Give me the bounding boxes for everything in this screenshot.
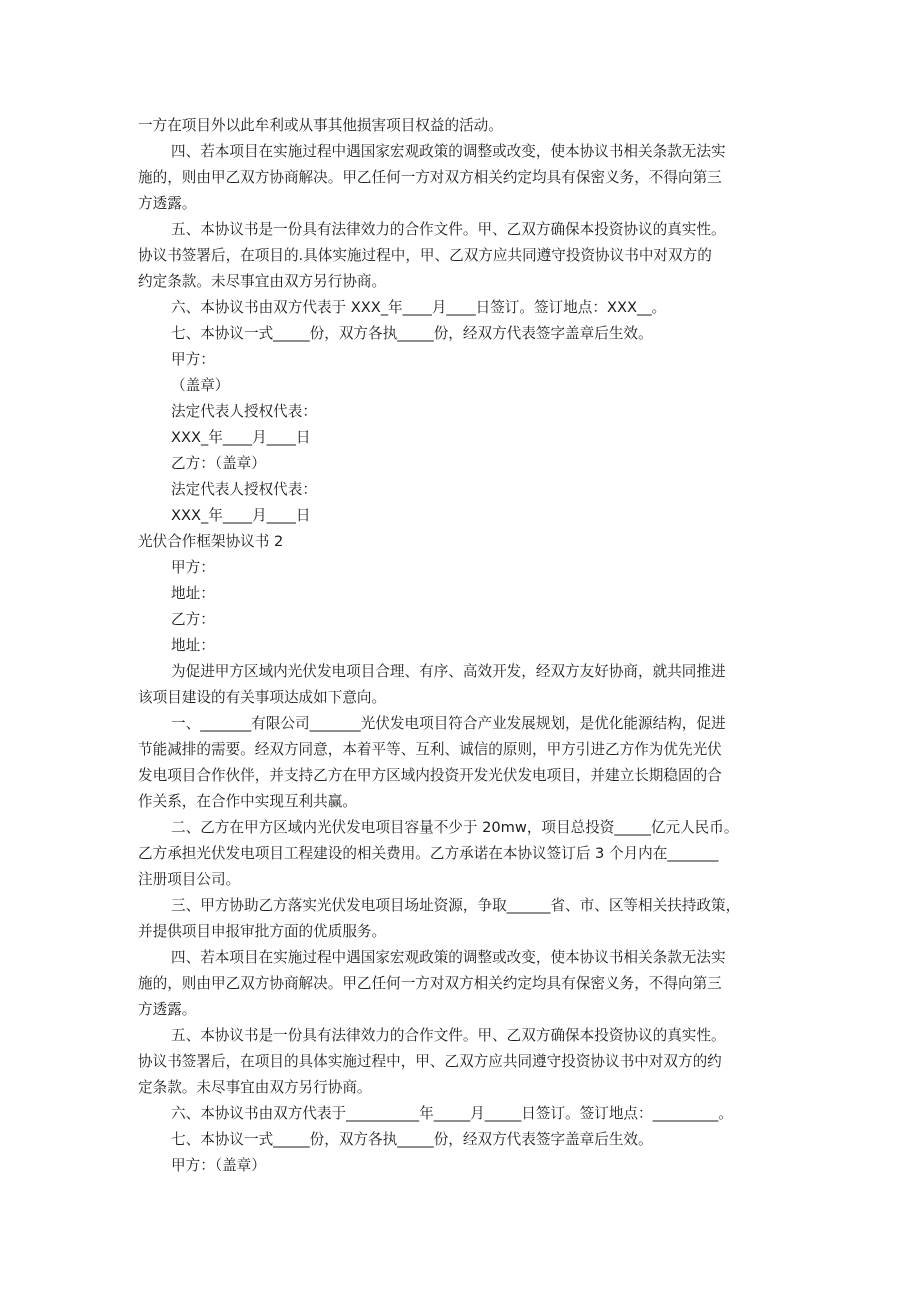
paragraph-line: 一方在项目外以此牟利或从事其他损害项目权益的活动。 — [138, 117, 503, 134]
paragraph-line: 五、本协议书是一份具有法律效力的合作文件。甲、乙双方确保本投资协议的真实性。 — [171, 1027, 726, 1044]
paragraph-line: 节能减排的需要。经双方同意，本着平等、互利、诚信的原则，甲方引进乙方作为优先光伏 — [138, 741, 722, 758]
paragraph-line: 二、乙方在甲方区域内光伏发电项目容量不少于 20mw，项目总投资_____亿元人民币。 — [171, 819, 739, 836]
paragraph-line: 六、本协议书由双方代表于 XXX_年____月____日签订。签订地点：XXX__。 — [171, 299, 667, 316]
paragraph-line: 该项目建设的有关事项达成如下意向。 — [138, 689, 387, 706]
paragraph-line: 地址： — [171, 585, 215, 602]
paragraph-line: 乙方承担光伏发电项目工程建设的相关费用。乙方承诺在本协议签订后 3 个月内在_______ — [138, 845, 719, 862]
paragraph-line: 施的，则由甲乙双方协商解决。甲乙任何一方对双方相关约定均具有保密义务，不得向第三 — [138, 169, 722, 186]
paragraph-line: 方透露。 — [138, 195, 197, 212]
paragraph-line: 四、若本项目在实施过程中遇国家宏观政策的调整或改变，使本协议书相关条款无法实 — [171, 143, 726, 160]
paragraph-line: 七、本协议一式_____份，双方各执_____份，经双方代表签字盖章后生效。 — [171, 1131, 653, 1148]
paragraph-line: 甲方：（盖章） — [171, 1157, 266, 1174]
paragraph-line: 施的，则由甲乙双方协商解决。甲乙任何一方对双方相关约定均具有保密义务，不得向第三 — [138, 975, 722, 992]
paragraph-line: 甲方： — [171, 559, 215, 576]
paragraph-line: 光伏合作框架协议书 2 — [138, 533, 284, 550]
paragraph-line: 甲方： — [171, 351, 215, 368]
paragraph-line: 三、甲方协助乙方落实光伏发电项目场址资源，争取______省、市、区等相关扶持政策， — [171, 897, 741, 914]
paragraph-line: 作关系，在合作中实现互利共赢。 — [138, 793, 357, 810]
paragraph-line: 一、_______有限公司_______光伏发电项目符合产业发展规划，是优化能源结构，促进 — [171, 715, 726, 732]
paragraph-line: 法定代表人授权代表： — [171, 403, 317, 420]
paragraph-line: 协议书签署后，在项目的.具体实施过程中，甲、乙双方应共同遵守投资协议书中对双方的 — [138, 247, 712, 264]
paragraph-line: 方透露。 — [138, 1001, 197, 1018]
document-body — [138, 113, 790, 1179]
paragraph-line: 协议书签署后，在项目的具体实施过程中，甲、乙双方应共同遵守投资协议书中对双方的约 — [138, 1053, 722, 1070]
paragraph-line: 并提供项目申报审批方面的优质服务。 — [138, 923, 387, 940]
paragraph-line: （盖章） — [171, 377, 230, 394]
paragraph-line: 定条款。未尽事宜由双方另行协商。 — [138, 1079, 372, 1096]
paragraph-line: 约定条款。未尽事宜由双方另行协商。 — [138, 273, 387, 290]
paragraph-line: 为促进甲方区域内光伏发电项目合理、有序、高效开发，经双方友好协商，就共同推进 — [171, 663, 726, 680]
paragraph-line: 乙方：（盖章） — [171, 455, 266, 472]
paragraph-line: 五、本协议书是一份具有法律效力的合作文件。甲、乙双方确保本投资协议的真实性。 — [171, 221, 726, 238]
paragraph-line: XXX_年____月____日 — [171, 429, 311, 446]
paragraph-line: 四、若本项目在实施过程中遇国家宏观政策的调整或改变，使本协议书相关条款无法实 — [171, 949, 726, 966]
paragraph-line: 发电项目合作伙伴，并支持乙方在甲方区域内投资开发光伏发电项目，并建立长期稳固的合 — [138, 767, 722, 784]
paragraph-line: 注册项目公司。 — [138, 871, 241, 888]
paragraph-line: XXX_年____月____日 — [171, 507, 311, 524]
paragraph-line: 乙方： — [171, 611, 215, 628]
paragraph-line: 七、本协议一式_____份，双方各执_____份，经双方代表签字盖章后生效。 — [171, 325, 653, 342]
paragraph-line: 地址： — [171, 637, 215, 654]
paragraph-line: 法定代表人授权代表： — [171, 481, 317, 498]
paragraph-line: 六、本协议书由双方代表于__________年_____月_____日签订。签订地点：_________。 — [171, 1105, 733, 1122]
